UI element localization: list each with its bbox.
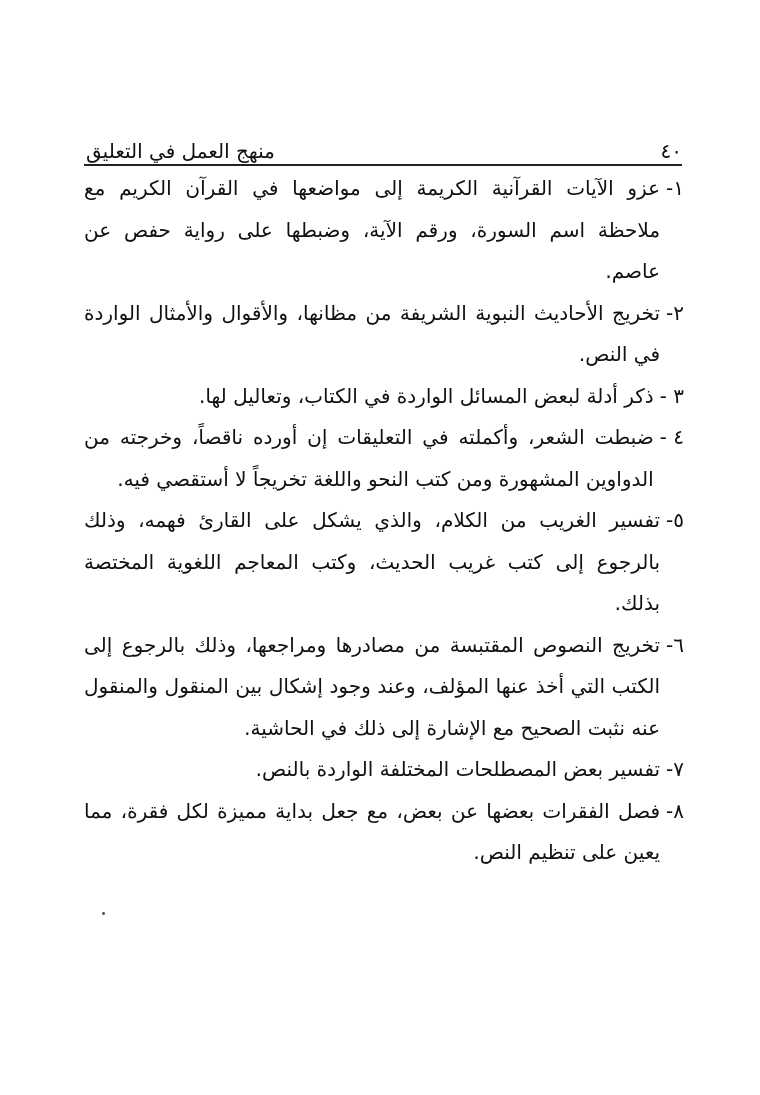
running-title: منهج العمل في التعليق — [86, 139, 275, 163]
header-rule — [84, 164, 682, 166]
item-number: ٧- — [666, 757, 684, 781]
item-number: ٦- — [666, 632, 684, 657]
list-item — [84, 791, 684, 874]
item-text: تفسير بعض المصطلحات المختلفة الواردة بالنص. — [255, 757, 661, 781]
item-text: ذكر أدلة لبعض المسائل الواردة في الكتاب، وتعاليل لها. — [199, 383, 654, 408]
list-item — [84, 625, 684, 750]
item-number: ٤ - — [659, 425, 684, 449]
scan-speck — [102, 912, 105, 915]
item-number: ٢- — [666, 300, 684, 325]
list-item — [84, 500, 684, 625]
item-text: تخريج النصوص المقتبسة من مصادرها ومراجعها، وذلك بالرجوع إلى الكتب التي أخذ عنها المؤلف، وعند وجود إشكال بين المنقول والمنقول عنه نثبت الصحيح مع الإشارة إلى ذلك في الحاشية. — [84, 632, 661, 740]
list-item — [84, 749, 684, 791]
item-number: ٨- — [666, 798, 684, 823]
item-text: فصل الفقرات بعضها عن بعض، مع جعل بداية مميزة لكل فقرة، مما يعين على تنظيم النص. — [84, 798, 661, 864]
list-item — [84, 293, 684, 376]
list-item — [84, 376, 684, 418]
item-text: تخريج الأحاديث النبوية الشريفة من مظانها، والأقوال والأمثال الواردة في النص. — [84, 300, 661, 366]
page-number: ٤٠ — [660, 139, 682, 163]
item-number: ٣ - — [659, 383, 684, 408]
item-number: ١- — [666, 176, 684, 200]
list-item — [84, 417, 684, 500]
numbered-list — [84, 168, 684, 874]
list-item — [84, 168, 684, 293]
item-text: عزو الآيات القرآنية الكريمة إلى مواضعها في القرآن الكريم مع ملاحظة اسم السورة، ورقم الآية، وضبطها على رواية حفص عن عاصم. — [84, 176, 661, 283]
page-header — [86, 130, 682, 164]
item-text: ضبطت الشعر، وأكملته في التعليقات إن أورده ناقصاً، وخرجته من الدواوين المشهورة ومن كتب النحو واللغة تخريجاً لا أستقصي فيه. — [84, 425, 654, 491]
item-number: ٥- — [666, 508, 684, 532]
item-text: تفسير الغريب من الكلام، والذي يشكل على القارئ فهمه، وذلك بالرجوع إلى كتب غريب الحديث، وكتب المعاجم اللغوية المختصة بذلك. — [84, 508, 661, 615]
